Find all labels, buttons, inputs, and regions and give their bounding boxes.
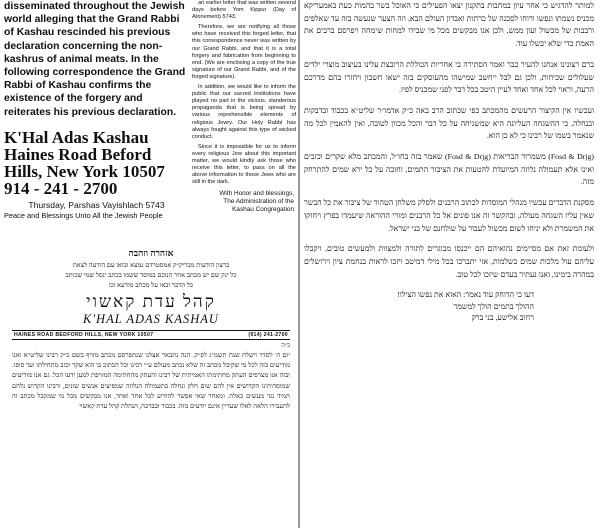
organization-phone: 914 - 241 - 2700 — [4, 178, 118, 198]
letterhead-address: HAINES ROAD BEDFORD HILLS, NEW YORK 10507 — [14, 332, 154, 338]
body-paragraph: an earlier letter that was written several days before Yom Kippur (Day of Atonement) 5743. — [192, 0, 296, 21]
body-paragraph: ועכשיו אין הקיצור הרעשים מהמכתב כפי שכתוב הרב באה כ״ק אדמו״ר שליט״א בכבוד ובדבקות ובנחלה, כי ההשגחה העליונה היא שמשגיחה על כל דבר והכל מכוון לטובה, ואין להאמין לכל מה שנאמר בשמו של רבינו כי לא כן הוא. — [304, 105, 594, 141]
warning-line: כל הדבר ובאו על מכתב מודעא וכו — [108, 282, 194, 289]
intro-paragraph: disseminated throughout the Jewish world alleging that the Grand Rabbi of Kashau rescinded his previous declaration concerning the non-kashrus of animal meats. In the following correspondence the Grand Rabbi of Kashau confirms the existence of the forgery and reiterates his previous declaration. — [4, 1, 186, 118]
signature-line: Kashau Congregation — [232, 205, 294, 213]
body-paragraph: (Fosd & Drjg) משמרוד הבריאות (Fosd & Drjg) שאמר בזה בחו״ל, והמכתב מלא שקרים וכזבים ואינו אלא תעמולה נלוזה המיועדת להטעות את הציבור התמים, וחובה על כל ירא שמים להתרחק מזה. — [304, 152, 594, 187]
closing-block — [304, 289, 594, 323]
body-paragraph: מסקנת הדברים עכשיו מנהלי המוסדות לכתוב הרבנים ולסלק משלחן הטהור של ציבור את כל הבשר שאין עליו השגחה מעולה, ובהקשר זה אנו פונים אל כל הרבנים ומורי ההוראה שיעמדו בפרץ ויחזקו את המשמרת ולא יניחו לשום מכשול לעבור על שולחנם של בני ישראל. — [304, 198, 594, 233]
signature-line: With Honor and blessings, — [219, 190, 294, 198]
body-paragraph: ברם רצונינו אנחנו להעיר כבר ואמר הסתירה בי אחריות הכוללת הרובצת עלינו בעיצוב מוצרי ילדים שעלולים שכיחות, ולכן גם לבל ייחשב שמישהו מהעוסקים בזה ישאו חשבון ויחזרו בהם מדרכם הרעה, וראוי לכל אחד ואחד לעיין היטב בכל דבר לפני שמכניס לפיו. — [304, 59, 594, 95]
signature-block — [192, 190, 294, 213]
body-paragraph: In addition, we would like to inform the public that our sacred institutions have played no part in the vicious, slanderous propaganda that is being spread by various reprehensible elements of religious Jewry. Our Holy Rabbi has always fought against this type of wicked conduct. — [192, 84, 296, 140]
letterhead-hebrew: קהל עדת קאשוי — [86, 292, 216, 311]
letterhead-english: K'HAL ADAS KASHAU — [83, 312, 219, 326]
organization-address: Haines Road Beford Hills, New York 10507 — [4, 144, 165, 181]
letterhead-phone: (914) 241-2700 — [248, 332, 288, 338]
body-paragraph: Since it is impossible for us to inform every religious Jew about this important matter, we would kindly ask those who receive this letter, to pass on all the above information to those Jews who are still in the dark. — [192, 143, 296, 186]
letter-date: ב״ה — [281, 343, 290, 349]
body-paragraph: למותר להדגיש כי אחר עיון במחבות בתקנון יצאו הפעילים כי האוכל בשר בהמות כעת באמעריקא מכניס נשמתו ונפשו ורוחו לסכנה של כרתות ואבדון העולם הבא, וזה הצער שנעשה בזה עד שאלפים ורבבות של מכשול ועון ממש, ולכן אנו מבקשים מכל מי שבידו למחות שימחה ויפרסם ברבים את האמת כדי שלא יכשלו עוד. — [304, 1, 594, 49]
warning-title: אזהרה וזהבה — [128, 248, 174, 258]
closing-line: ההולך בתמים הולך למשמר — [453, 301, 534, 311]
letter-body: יום ה׳ לסדר וישלח שנת תשמ״ג לפ״ק. הנה נתבאר אצלנו שנתפרסם מכתב מזויף בשם כ״ק רבינו שליט״א ואנו מודיעים בזה לכל מי שקיבל מכתב זה שלא נכתב מעולם ע״י רבינו וכל הכתוב בו הוא שקר וכזב מתחילתו ועד סופו. ובזה אנו מצרפים העתק מחתימתו האמיתית של רבינו והעתק מהחתימה המזויפת למען ידעו הכל. גם אנו מודיעים שמוסדותינו הקדושים אין להם שום חלק ונחלה בתעמולה הנלוזה שמפיצים אנשים שונים, ורבינו הקדוש נלחם תמיד נגד מעשים כאלה. ומאחר שאי אפשר להודיע לכל אחד ואחד, אנו מבקשים מכל מי שמקבל מכתב זה להעבירו הלאה לאלו שעדיין אינם יודעים מזה. בכבוד ובברכה, הנהלת קהל עדת קאשוי — [12, 352, 290, 411]
closing-line: רחוב אלישע, בני ברק — [471, 312, 534, 322]
signature-line: The Administration of the — [223, 198, 294, 206]
body-paragraph: ולעומת זאת אם מסיימים נהואיהם הם ייכנסו מבוגרים לתורה ולמצוות ולמעשים טובים, ויקבלו עליהם עול מלכות שמים בשלמות, אזי יתברכו בכל מילי דמיטב ויזכו לראות בנחמת ציון וירושלים במהרה בימינו, ואנו נעתיר בעדם שיזכו לכל טוב. — [304, 244, 594, 279]
closing-line: דעו כי הדוחק עוד נאמר: האוא את נפשו הצילו! — [397, 290, 534, 300]
right-column — [304, 0, 594, 528]
letter-facsimile — [12, 248, 290, 528]
body-paragraph: Therefore, we are notifying all those who have received this forged letter, that this correspondence never was written by our Grand Rabbi, and that it is a total forgery and fabrication from beginning to end. (We are enclosing a copy of the true signature of our Grand Rabbi, and of the forged signature). — [192, 24, 296, 80]
page-fold-divider — [298, 0, 300, 528]
greeting-line: Peace and Blessings Unto All the Jewish People — [4, 210, 163, 220]
warning-line: כל ינק שם יש מכתב אחר הנוכם במוסד ששמו בכתב ינסל שמי שכותב — [65, 272, 237, 279]
letterhead-address-bar — [12, 330, 290, 340]
date-line: Thursday, Parshas Vayishlach 5743 — [28, 199, 165, 210]
organization-name: K'Hal Adas Kashau — [4, 127, 149, 147]
middle-column — [192, 0, 296, 213]
warning-line: ברצון הודעות מבריק״ק אמסטרדם נמצא ובואו עם הודעה לצאת — [72, 262, 230, 269]
